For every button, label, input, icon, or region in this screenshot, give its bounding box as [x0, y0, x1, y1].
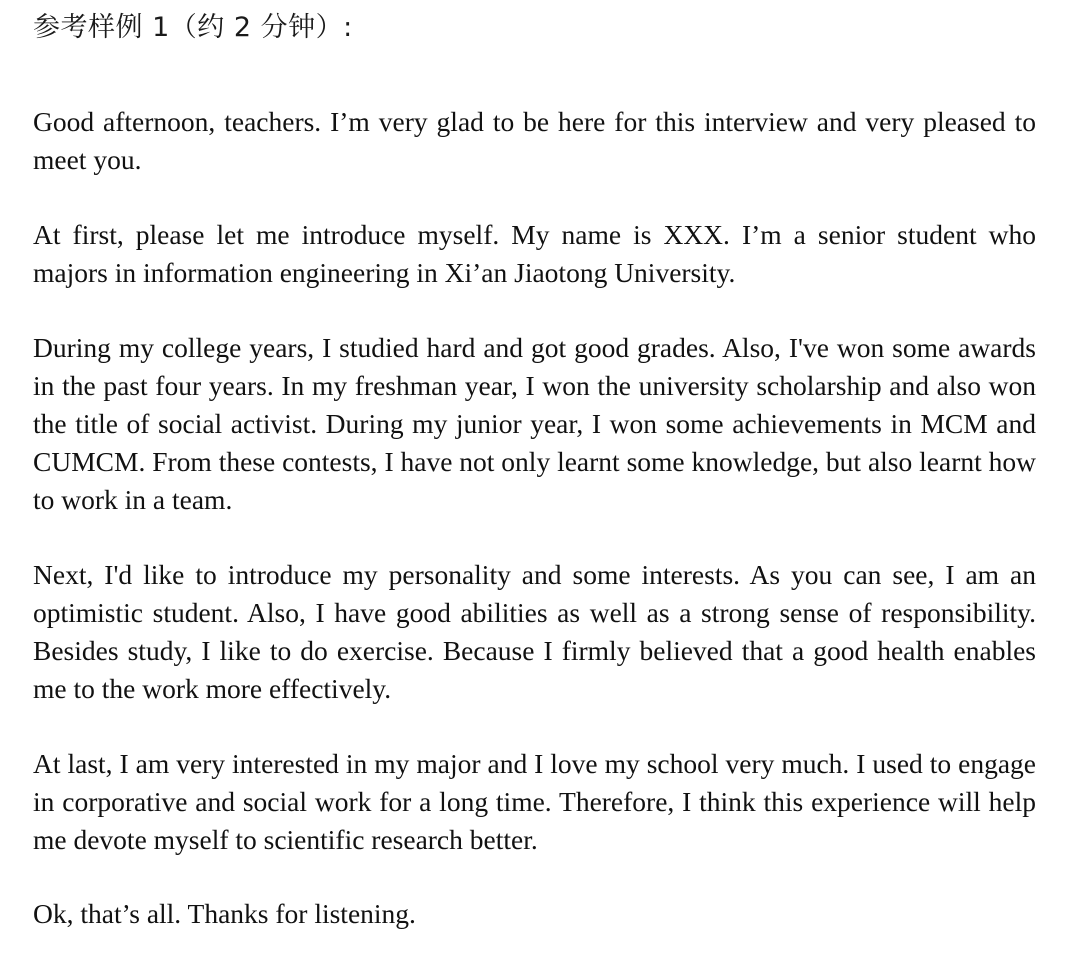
paragraph-personality: Next, I'd like to introduce my personality and some interests. As you can see, I am an optimistic student. Also, I have good abilities as well as a strong sense of responsibility. Besides study, I like to do exercise. Because I firmly believed that a good health enables me to the work more effectively. — [33, 559, 1036, 704]
paragraph-college-years: During my college years, I studied hard and got good grades. Also, I've won some awards in the past four years. In my freshman year, I won the university scholarship and also won the title of social activist. During my junior year, I won some achievements in MCM and CUMCM. From these contests, I have not only learnt some knowledge, but also learnt how to work in a team. — [33, 332, 1036, 515]
sample-heading: 参考样例 1（约 2 分钟）: — [33, 12, 353, 43]
paragraph-interests: At last, I am very interested in my major and I love my school very much. I used to engage in corporative and social work for a long time. Therefore, I think this experience will help me devote myself to scientific research better. — [33, 748, 1036, 855]
paragraph-greeting: Good afternoon, teachers. I’m very glad to be here for this interview and very pleased to meet you. — [33, 106, 1036, 175]
paragraph-introduction: At first, please let me introduce myself. My name is XXX. I’m a senior student who majors in information engineering in Xi’an Jiaotong University. — [33, 219, 1036, 288]
paragraph-closing: Ok, that’s all. Thanks for listening. — [33, 898, 416, 929]
